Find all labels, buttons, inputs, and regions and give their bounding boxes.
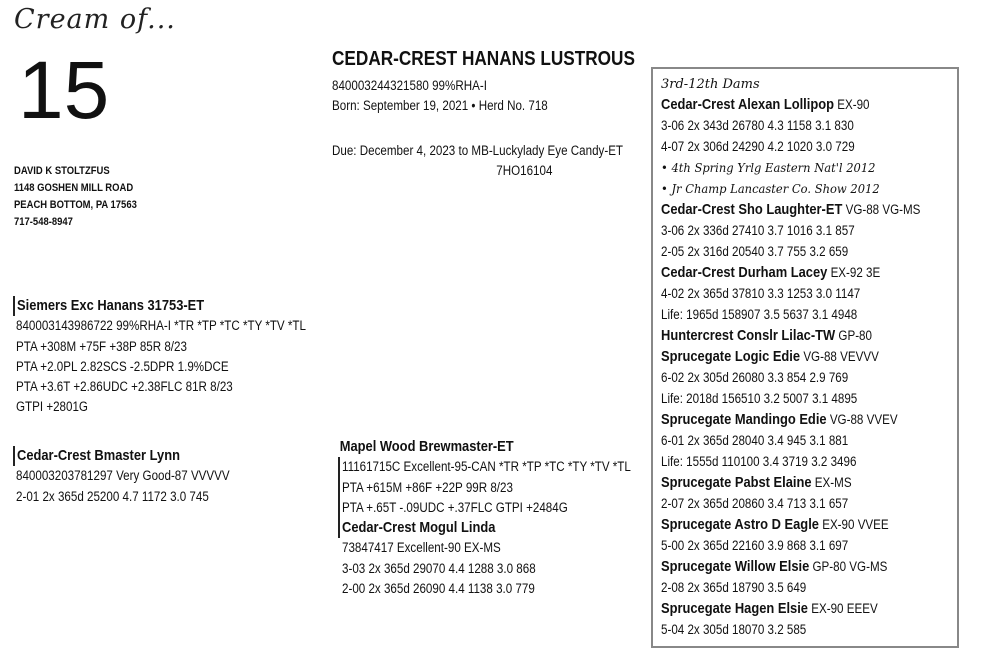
sire-line: 840003143986722 99%RHA-I *TR *TP *TC *TY *TV *TL (16, 318, 306, 334)
ancestor-dam-record: 3-06 2x 343d 26780 4.3 1158 3.1 830 (661, 118, 854, 133)
animal-meta (332, 76, 583, 117)
ancestor-dam-name: Sprucegate Logic Edie (661, 348, 801, 365)
ancestor-dam-name-line (661, 472, 920, 493)
consignor-phone: 717-548-8947 (14, 216, 73, 228)
animal-name-wrap (332, 48, 684, 71)
dam-name: Cedar-Crest Bmaster Lynn (17, 447, 180, 464)
sire-name: Siemers Exc Hanans 31753-ET (17, 297, 205, 314)
ancestor-dam-record: 6-01 2x 365d 28040 3.4 945 3.1 881 (661, 433, 849, 448)
ancestor-dam-record: Life: 2018d 156510 3.2 5007 3.1 4895 (661, 391, 858, 406)
ancestor-dam-score: GP-80 (838, 328, 872, 343)
animal-id-line: 840003244321580 99%RHA-I (332, 78, 487, 93)
ancestor-dam-record: 2-08 2x 365d 18790 3.5 649 (661, 580, 807, 595)
ancestor-dam-name-line (661, 598, 920, 619)
ancestor-dam-name-line (661, 94, 920, 115)
due-block (332, 141, 670, 182)
ancestor-dam-record: 3-06 2x 336d 27410 3.7 1016 3.1 857 (661, 223, 855, 238)
ancestor-dam-record: 2-07 2x 365d 20860 3.4 713 3.1 657 (661, 496, 849, 511)
ancestor-dam-name-line (661, 262, 920, 283)
mgs-dam-line: 73847417 Excellent-90 EX-MS (342, 540, 501, 556)
ancestor-dam-note: • 4th Spring Yrlg Eastern Nat'l 2012 (661, 160, 876, 175)
ancestor-dam-score: VG-88 VEVVV (803, 349, 879, 364)
dams-box (651, 67, 959, 648)
due-line: Due: December 4, 2023 to MB-Luckylady Eye Candy-ET (332, 143, 624, 158)
dams-list (661, 75, 963, 640)
ancestor-dam-score: VG-88 VVEV (829, 412, 898, 427)
ancestor-dam-name-line (661, 514, 920, 535)
consignor-name: DAVID K STOLTZFUS (14, 165, 110, 177)
ancestor-dam-name-line (661, 346, 920, 367)
dam-block (13, 446, 264, 507)
mgs-line: 11161715C Excellent-95-CAN *TR *TP *TC *TY *TV *TL (342, 459, 631, 475)
animal-name: CEDAR-CREST HANANS LUSTROUS (332, 48, 635, 70)
mgs-dam-line: 3-03 2x 365d 29070 4.4 1288 3.0 868 (342, 560, 536, 576)
ancestor-dam-record: 4-02 2x 365d 37810 3.3 1253 3.0 1147 (661, 286, 861, 301)
consignor-block (14, 163, 157, 231)
ancestor-dam-score: EX-92 3E (830, 265, 881, 280)
ancestor-dam-name-line (661, 199, 920, 220)
sire-line: PTA +2.0PL 2.82SCS -2.5DPR 1.9%DCE (16, 358, 229, 374)
ancestor-dam-score: EX-90 (837, 97, 870, 112)
ancestor-dam-name: Cedar-Crest Durham Lacey (661, 264, 828, 281)
ancestor-dam-score: EX-MS (814, 475, 852, 490)
ancestor-dam-name: Sprucegate Mandingo Edie (661, 411, 827, 428)
ancestor-dam-name-line (661, 325, 920, 346)
ancestor-dam-name: Sprucegate Astro D Eagle (661, 516, 819, 533)
ancestor-dam-score: VG-88 VG-MS (845, 202, 921, 217)
ancestor-dam-name: Sprucegate Pabst Elaine (661, 474, 812, 491)
consignor-address-line-2: PEACH BOTTOM, PA 17563 (14, 199, 137, 211)
ancestor-dam-score: GP-80 VG-MS (812, 559, 888, 574)
due-code: 7HO16104 (496, 163, 553, 179)
mgs-name: Mapel Wood Brewmaster-ET (339, 438, 514, 455)
dam-line: 840003203781297 Very Good-87 VVVVV (16, 468, 230, 484)
ancestor-dam-record: 6-02 2x 305d 26080 3.3 854 2.9 769 (661, 370, 849, 385)
ancestor-dam-name: Sprucegate Hagen Elsie (661, 600, 808, 617)
dams-heading: 3rd-12th Dams (661, 77, 760, 92)
animal-born-line: Born: September 19, 2021 • Herd No. 718 (332, 98, 548, 114)
consignor-address-line-1: 1148 GOSHEN MILL ROAD (14, 182, 134, 194)
ancestor-dam-record: 2-05 2x 316d 20540 3.7 755 3.2 659 (661, 244, 849, 259)
ancestor-dam-name: Sprucegate Willow Elsie (661, 558, 810, 575)
ancestor-dam-note: • Jr Champ Lancaster Co. Show 2012 (661, 181, 880, 196)
ancestor-dam-score: EX-90 EEEV (811, 601, 878, 616)
catalog-script-title: Cream of... (14, 4, 176, 35)
ancestor-dam-name-line (661, 409, 920, 430)
ancestor-dam-name-line (661, 556, 920, 577)
ancestor-dam-score: EX-90 VVEE (822, 517, 889, 532)
ancestor-dam-name: Cedar-Crest Sho Laughter-ET (661, 201, 843, 218)
sire-line: PTA +3.6T +2.86UDC +2.38FLC 81R 8/23 (16, 379, 233, 395)
lot-number: 15 (18, 45, 110, 136)
maternal-grandsire-block (338, 437, 678, 599)
dam-line: 2-01 2x 365d 25200 4.7 1172 3.0 745 (16, 488, 209, 504)
mgs-dam-name: Cedar-Crest Mogul Linda (342, 519, 496, 537)
sire-line: GTPI +2801G (16, 399, 88, 415)
mgs-bracket (338, 457, 678, 538)
mgs-dam-line: 2-00 2x 365d 26090 4.4 1138 3.0 779 (342, 581, 535, 597)
sire-line: PTA +308M +75F +38P 85R 8/23 (16, 338, 187, 354)
ancestor-dam-record: Life: 1555d 110100 3.4 3719 3.2 3496 (661, 454, 857, 469)
ancestor-dam-record: Life: 1965d 158907 3.5 5637 3.1 4948 (661, 307, 858, 322)
sire-bracket (13, 296, 353, 316)
sire-block (13, 296, 353, 418)
dam-bracket (13, 446, 264, 466)
mgs-line: PTA +615M +86F +22P 99R 8/23 (342, 479, 513, 495)
ancestor-dam-record: 5-00 2x 365d 22160 3.9 868 3.1 697 (661, 538, 849, 553)
mgs-line: PTA +.65T -.09UDC +.37FLC GTPI +2484G (342, 499, 568, 515)
ancestor-dam-name: Huntercrest Conslr Lilac-TW (661, 327, 836, 344)
ancestor-dam-record: 5-04 2x 305d 18070 3.2 585 (661, 622, 807, 637)
ancestor-dam-name: Cedar-Crest Alexan Lollipop (661, 96, 834, 113)
ancestor-dam-record: 4-07 2x 306d 24290 4.2 1020 3.0 729 (661, 139, 855, 154)
